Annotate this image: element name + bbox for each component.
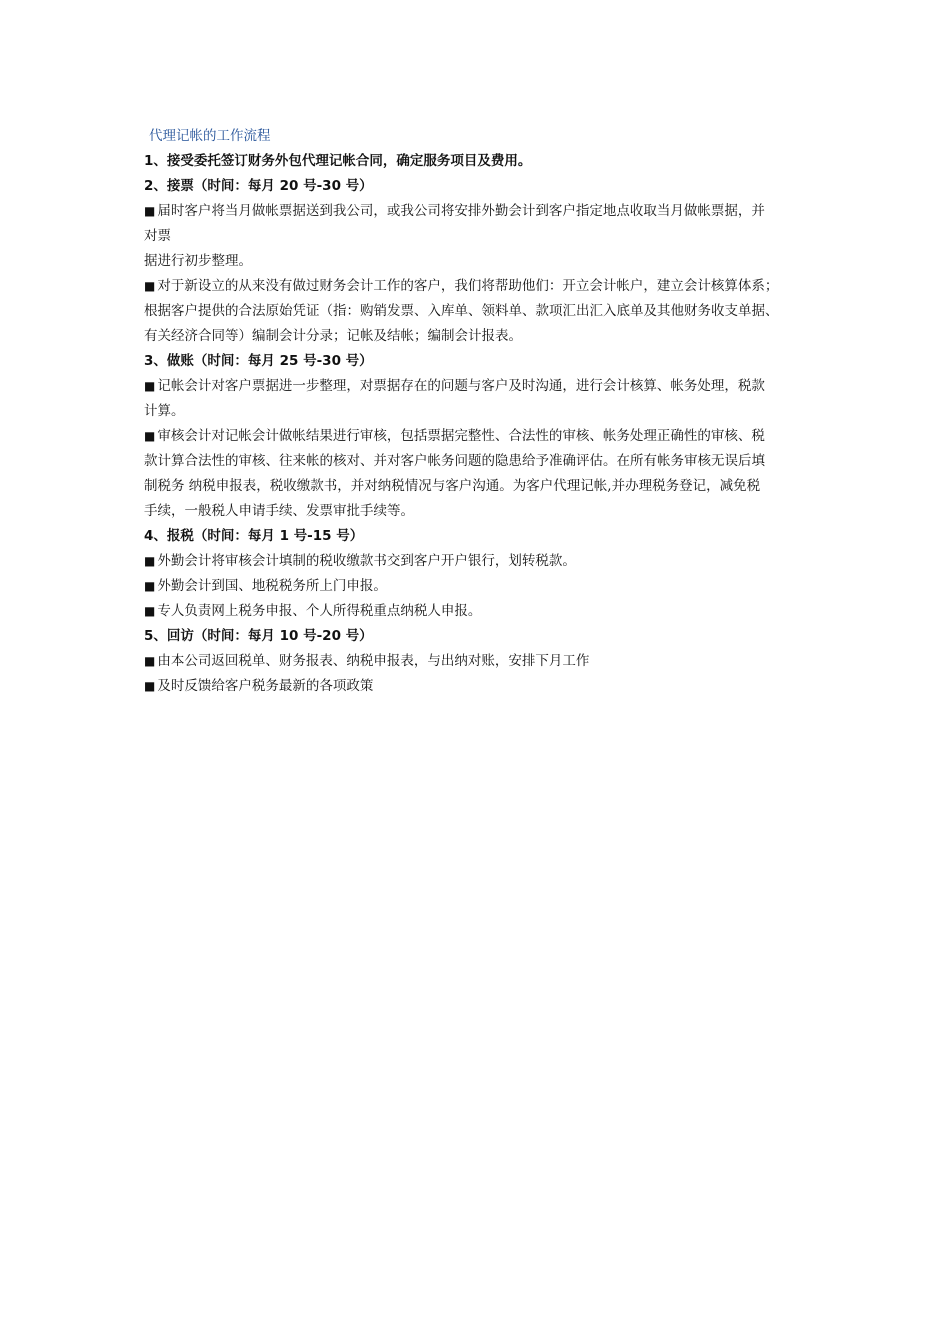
paragraph-line: 制税务 纳税申报表，税收缴款书，并对纳税情况与客户沟通。为客户代理记帐,并办理税务登记，减免税 — [144, 478, 761, 494]
bullet-square-icon: ■ — [144, 204, 156, 218]
bullet-text: 审核会计对记帐会计做帐结果进行审核，包括票据完整性、合法性的审核、帐务处理正确性的审核、税 — [157, 428, 765, 444]
bullet-square-icon: ■ — [144, 654, 156, 668]
bullet-square-icon: ■ — [144, 554, 156, 568]
bullet-text: 外勤会计到国、地税税务所上门申报。 — [157, 578, 387, 594]
bullet-square-icon: ■ — [144, 379, 156, 393]
document-page — [144, 124, 816, 699]
section-heading: 1、接受委托签订财务外包代理记帐合同，确定服务项目及费用。 — [144, 153, 532, 169]
section-heading: 2、接票（时间：每月 20 号-30 号） — [144, 178, 373, 194]
bullet-square-icon: ■ — [144, 604, 156, 618]
section-heading: 5、回访（时间：每月 10 号-20 号） — [144, 628, 373, 644]
bullet-item — [144, 574, 816, 599]
bullet-item — [144, 199, 816, 224]
bullet-text: 由本公司返回税单、财务报表、纳税申报表，与出纳对账，安排下月工作 — [157, 653, 590, 669]
section-heading: 4、报税（时间：每月 1 号-15 号） — [144, 528, 364, 544]
bullet-item — [144, 424, 816, 449]
paragraph-line: 根据客户提供的合法原始凭证（指：购销发票、入库单、领料单、款项汇出汇入底单及其他财务收支单据、 — [144, 303, 779, 319]
paragraph-line: 据进行初步整理。 — [144, 253, 252, 269]
bullet-text: 及时反馈给客户税务最新的各项政策 — [157, 678, 374, 694]
bullet-item — [144, 374, 816, 399]
bullet-item — [144, 549, 816, 574]
bullet-item — [144, 599, 816, 624]
bullet-text: 专人负责网上税务申报、个人所得税重点纳税人申报。 — [157, 603, 482, 619]
section-heading: 3、做账（时间：每月 25 号-30 号） — [144, 353, 373, 369]
paragraph-line: 手续，一般税人申请手续、发票审批手续等。 — [144, 503, 414, 519]
document-body — [144, 149, 816, 699]
document-title: 代理记帐的工作流程 — [149, 128, 271, 144]
bullet-item — [144, 674, 816, 699]
bullet-square-icon: ■ — [144, 579, 156, 593]
bullet-square-icon: ■ — [144, 679, 156, 693]
paragraph-line: 计算。 — [144, 403, 185, 419]
paragraph-line: 有关经济合同等）编制会计分录；记帐及结帐；编制会计报表。 — [144, 328, 522, 344]
bullet-text: 记帐会计对客户票据进一步整理，对票据存在的问题与客户及时沟通，进行会计核算、帐务处理，税款 — [157, 378, 765, 394]
bullet-text: 外勤会计将审核会计填制的税收缴款书交到客户开户银行，划转税款。 — [157, 553, 576, 569]
bullet-text: 对于新设立的从来没有做过财务会计工作的客户，我们将帮助他们：开立会计帐户，建立会计核算体系； — [157, 278, 779, 294]
bullet-item — [144, 649, 816, 674]
paragraph-line: 对票 — [144, 228, 171, 244]
bullet-square-icon: ■ — [144, 279, 156, 293]
bullet-text: 届时客户将当月做帐票据送到我公司，或我公司将安排外勤会计到客户指定地点收取当月做帐票据，并 — [157, 203, 765, 219]
bullet-item — [144, 274, 816, 299]
paragraph-line: 款计算合法性的审核、往来帐的核对、并对客户帐务问题的隐患给予准确评估。在所有帐务审核无误后填 — [144, 453, 765, 469]
bullet-square-icon: ■ — [144, 429, 156, 443]
